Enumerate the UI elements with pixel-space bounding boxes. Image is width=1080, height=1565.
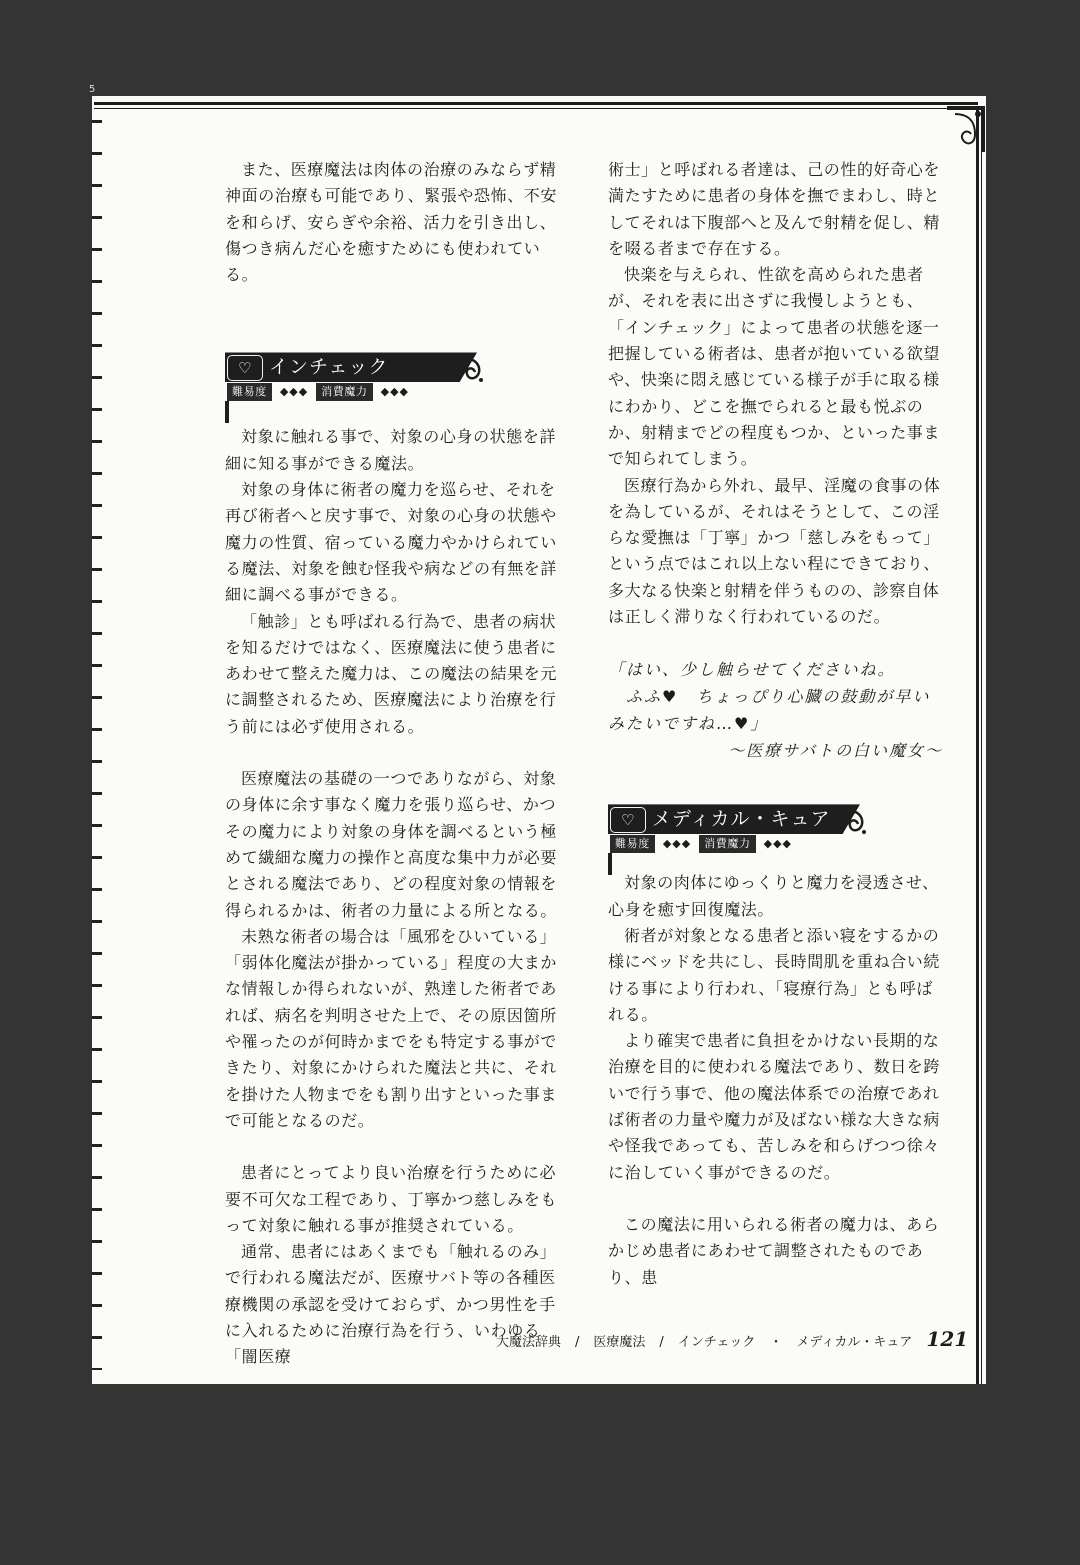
section-heading-medical-cure (608, 804, 943, 858)
body-paragraph: 患者にとってより良い治療を行うために必要不可欠な工程であり、丁寧かつ慈しみをもって対象に触れる事が推奨されている。 (225, 1163, 558, 1235)
page-frame-right (975, 110, 983, 1384)
quote-line: ふふ♥ ちょっぴり心臓の鼓動が早いみたいですね…♥」 (608, 687, 931, 734)
difficulty-value: ◆◆◆ (279, 385, 309, 399)
right-column (608, 157, 943, 1291)
page-number: 121 (926, 1327, 969, 1351)
corner-ornament (945, 104, 987, 156)
body-paragraph: 通常、患者にはあくまでも「触れるのみ」で行われる魔法だが、医療サバト等の各種医療機関の承認を受けておらず、かつ男性を手に入れるために治療行為を行う、いわゆる「闇医療 (225, 1242, 557, 1367)
mana-cost-value: ◆◆◆ (380, 385, 409, 399)
body-paragraph: 術士」と呼ばれる者達は、己の性的好奇心を満たすために患者の身体を撫でまわし、時としてそれは下腹部へと及んで射精を促し、精を啜る者まで存在する。 (608, 160, 941, 258)
footer-book-title: 大魔法辞典 (496, 1335, 562, 1350)
footer-spell-1: インチェック (677, 1335, 756, 1350)
quote-line: 「はい、少し触らせてくださいね。 (608, 660, 896, 680)
mana-cost-value: ◆◆◆ (763, 837, 792, 851)
quote-signature: 〜医療サバトの白い魔女〜 (728, 741, 943, 761)
character-quote (608, 656, 943, 764)
running-footer (496, 1327, 968, 1351)
body-paragraph: より確実で患者に負担をかけない長期的な治療を目的に使われる魔法であり、数日を跨いで行う事で、他の魔法体系での治療であれば術者の力量や魔力が及ばない様な大きな病や怪我であっても、苦しみを和らげつつ徐々に治していく事ができるのだ。 (608, 1031, 941, 1182)
footer-dot: ・ (769, 1335, 783, 1350)
left-column (225, 157, 560, 1371)
flourish-icon (447, 352, 487, 388)
footer-separator: / (575, 1335, 580, 1350)
difficulty-label: 難易度 (610, 835, 655, 853)
page-frame-top (94, 100, 978, 114)
body-paragraph: 対象に触れる事で、対象の心身の状態を詳細に知る事ができる魔法。 (225, 427, 557, 473)
section-heading-incheck (225, 352, 560, 406)
heart-emblem-icon: ♡ (227, 355, 263, 381)
body-paragraph: 「触診」とも呼ばれる行為で、患者の病状を知るだけではなく、医療魔法に使う患者にあわせて整えた魔力は、この魔法の結果を元に調整されるため、医療魔法により治療を行う前には必ず使用される。 (225, 611, 558, 736)
corner-mark: 5 (89, 84, 96, 95)
spell-stats (227, 383, 409, 401)
difficulty-value: ◆◆◆ (662, 837, 692, 851)
difficulty-label: 難易度 (227, 383, 272, 401)
body-paragraph: 対象の肉体にゆっくりと魔力を浸透させ、心身を癒す回復魔法。 (608, 873, 939, 919)
section-title: メディカル・キュア (652, 808, 831, 831)
section-title: インチェック (269, 356, 389, 379)
body-paragraph: 対象の身体に術者の魔力を巡らせ、それを再び術者へと戻す事で、対象の心身の状態や魔力の性質、宿っている魔力やかけられている魔法、対象を蝕む怪我や病などの有無を詳細に調べる事ができる。 (225, 480, 558, 605)
body-paragraph: 快楽を与えられ、性欲を高められた患者が、それを表に出さずに我慢しようとも、「インチェック」によって患者の状態を逐一把握している術者は、患者が抱いている欲望や、快楽に悶え感じている様子が手に取る様にわかり、どこを撫でられると最も悦ぶのか、射精までどの程度もつか、といった事まで知られてしまう。 (608, 265, 941, 469)
body-paragraph: 術者が対象となる患者と添い寝をするかの様にベッドを共にし、長時間肌を重ね合い続ける事により行われ、「寝療行為」とも呼ばれる。 (608, 925, 941, 1024)
intro-paragraph: また、医療魔法は肉体の治療のみならず精神面の治療も可能であり、緊張や恐怖、不安を和らげ、安らぎや余裕、活力を引き出し、傷つき病んだ心を癒すためにも使われている。 (225, 160, 558, 285)
body-paragraph: 未熟な術者の場合は「風邪をひいている」「弱体化魔法が掛かっている」程度の大まかな情報しか得られないが、熟達した術者であれば、病名を判明させた上で、その原因箇所や罹ったのが何時かまでをも特定する事ができたり、対象にかけられた魔法と共に、それを掛けた人物までをも割り出すといった事まで可能となるのだ。 (225, 926, 558, 1130)
body-paragraph: 医療行為から外れ、最早、淫魔の食事の体を為しているが、それはそうとして、この淫らな愛撫は「丁寧」かつ「慈しみをもって」という点ではこれ以上ない程にできており、多大なる快楽と射精を伴うものの、診察自体は正しく滞りなく行われているのだ。 (608, 475, 941, 627)
body-paragraph: 医療魔法の基礎の一つでありながら、対象の身体に余す事なく魔力を張り巡らせ、かつその魔力により対象の身体を調べるという極めて繊細な魔力の操作と高度な集中力が必要とされる魔法であり、どの程度対象の情報を得られるかは、術者の力量による所となる。 (225, 769, 558, 920)
footer-spell-2: メディカル・キュア (796, 1335, 913, 1350)
body-paragraph: この魔法に用いられる術者の魔力は、あらかじめ患者にあわせて調整されたものであり、患 (608, 1214, 940, 1287)
footer-category: 医療魔法 (593, 1335, 646, 1350)
heart-emblem-icon: ♡ (610, 807, 646, 833)
binding-edge (92, 110, 102, 1370)
flourish-icon (830, 804, 870, 840)
heading-rule (225, 401, 229, 423)
spell-stats (610, 835, 792, 853)
footer-separator: / (659, 1335, 664, 1350)
mana-cost-label: 消費魔力 (316, 383, 372, 401)
mana-cost-label: 消費魔力 (699, 835, 755, 853)
heading-rule (608, 853, 612, 875)
